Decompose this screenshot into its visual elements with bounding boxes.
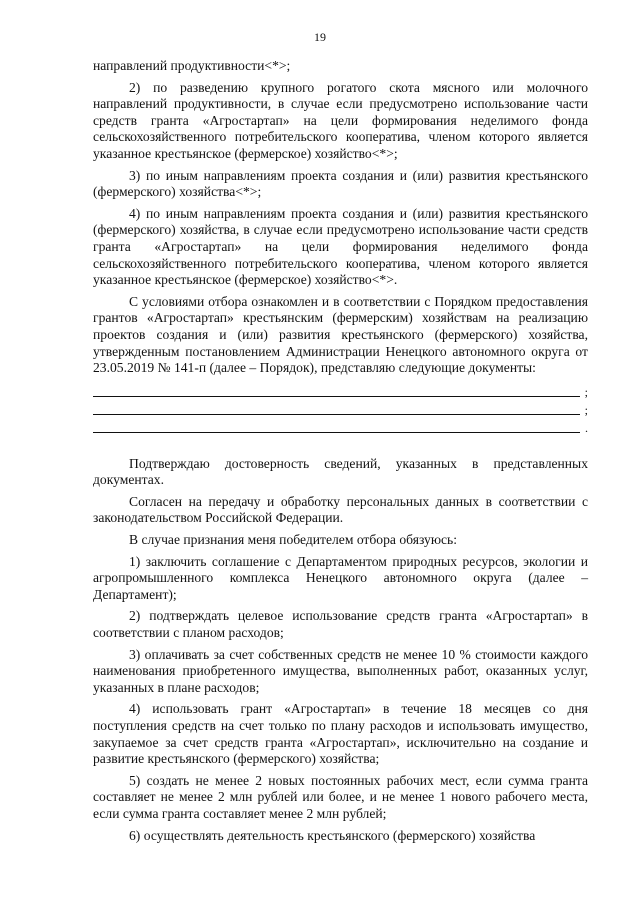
blank-line-end: . [585, 420, 588, 435]
obligation-intro: В случае признания меня победителем отбора обязуюсь: [129, 532, 457, 548]
consent-paragraph: Согласен на передачу и обработку персональных данных в соответствии с законодательством Российской Федерации. [93, 493, 588, 526]
blank-line [93, 400, 588, 417]
list-item: 2) по разведению крупного рогатого скота мясного или молочного направлений продуктивности, в случае если предусмотрено использование части средств гранта «Агростартап» на цели формирования неделимого фонда сельскохозяйственного потребительского кооператива, членом которого является указанное крестьянское (фермерское) хозяйство<*>; [93, 79, 588, 161]
confirm-paragraph: Подтверждаю достоверность сведений, указанных в представленных документах. [93, 455, 588, 488]
conditions-paragraph: С условиями отбора ознакомлен и в соответствии с Порядком предоставления грантов «Агростартап» крестьянским (фермерским) хозяйствам на реализацию проектов создания и (или) развития крестьянского (фермерского) хозяйства, утвержденным постановлением Администрации Ненецкого автономного округа от 23.05.2019 № 141-п (далее – Порядок), представляю следующие документы: [93, 293, 588, 376]
blank-line-end: ; [584, 402, 588, 417]
blank-line [93, 418, 588, 435]
obligation-item: 4) использовать грант «Агростартап» в течение 18 месяцев со дня поступления средств на счет только по плану расходов и использовать имущество, закупаемое за счет средств гранта «Агростартап», исключительно на создание и развитие крестьянского (фермерского) хозяйства; [93, 701, 588, 767]
obligation-item: 1) заключить соглашение с Департаментом природных ресурсов, экологии и агропромышленного комплекса Ненецкого автономного округа (далее – Департамент); [93, 553, 588, 602]
obligation-item: 2) подтверждать целевое использование средств гранта «Агростартап» в соответствии с планом расходов; [93, 608, 588, 641]
obligation-item: 3) оплачивать за счет собственных средств не менее 10 % стоимости каждого наименования приобретенного имущества, выполненных работ, оказанных услуг, указанных в плане расходов; [93, 646, 588, 695]
blank-line [93, 382, 588, 399]
list-item: 4) по иным направлениям проекта создания и (или) развития крестьянского (фермерского) хозяйства, в случае если предусмотрено использование части средств гранта «Агростартап» на цели формирования неделимого фонда сельскохозяйственного потребительского кооператива, членом которого является указанное крестьянское (фермерское) хозяйство<*>. [93, 205, 588, 288]
document-body [93, 58, 588, 849]
obligation-item: 5) создать не менее 2 новых постоянных рабочих мест, если сумма гранта составляет не менее 2 млн рублей или более, и не менее 1 нового рабочего места, если сумма гранта составляет менее 2 млн рублей; [93, 772, 588, 821]
blank-line-end: ; [584, 384, 588, 399]
obligation-item: 6) осуществлять деятельность крестьянского (фермерского) хозяйства [129, 827, 536, 843]
list-item: 3) по иным направлениям проекта создания и (или) развития крестьянского (фермерского) хозяйства<*>; [93, 167, 588, 200]
page-number: 19 [314, 30, 326, 44]
list-item: направлений продуктивности<*>; [93, 58, 291, 73]
spacer [93, 436, 588, 456]
